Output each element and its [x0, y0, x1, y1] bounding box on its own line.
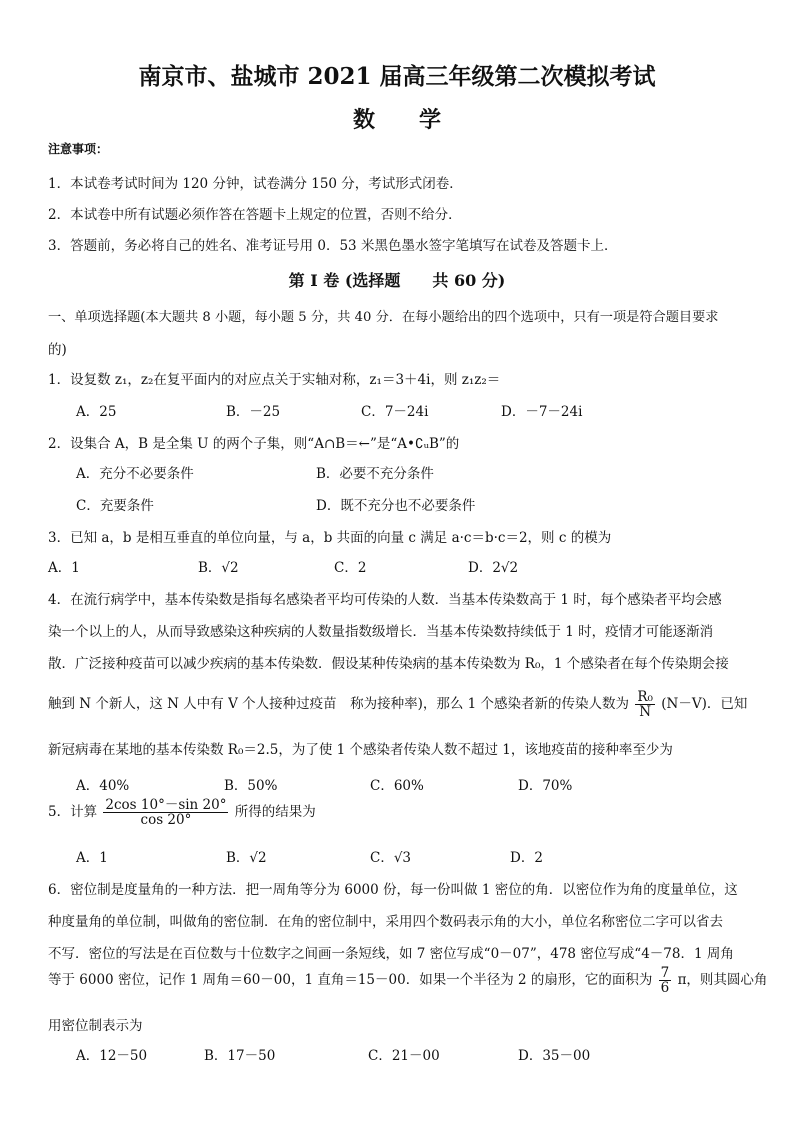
- question-1-stem: 1．设复数 z₁，z₂在复平面内的对应点关于实轴对称，z₁＝3＋4i，则 z₁z₂＝: [48, 372, 501, 388]
- notice-item: 2．本试卷中所有试题必须作答在答题卡上规定的位置，否则不给分．: [48, 207, 462, 223]
- question-6-option-c: C．21－00: [368, 1048, 440, 1064]
- question-3-option-c: C．2: [334, 560, 367, 576]
- question-2-option-a: A．充分不必要条件: [76, 466, 194, 482]
- question-5-stem: [48, 798, 316, 827]
- question-1-option-a: A．25: [76, 404, 117, 420]
- question-5-option-d: D．2: [510, 850, 543, 866]
- section-intro: 一、单项选择题(本大题共 8 小题，每小题 5 分，共 40 分．在每小题给出的四个选项中，只有一项是符合题目要求: [48, 310, 719, 325]
- fraction-denominator: cos 20°: [140, 812, 192, 829]
- question-4-line-text: (N－V)．已知: [661, 696, 748, 713]
- fraction-denominator: N: [639, 704, 652, 721]
- question-4-option-c: C．60%: [370, 778, 424, 794]
- question-5-text: 5．计算: [48, 804, 98, 821]
- fraction: [103, 798, 228, 827]
- question-4-option-b: B．50%: [224, 778, 278, 794]
- section-intro-cont: 的): [48, 342, 67, 358]
- question-4-line: 散．广泛接种疫苗可以减少疾病的基本传染数．假设某种传染病的基本传染数为 R₀，1 个感染者在每个传染期会接: [48, 656, 729, 672]
- question-4-line-text: 触到 N 个新人，这 N 人中有 V 个人接种过疫苗 称为接种率)，那么 1 个感染者新的传染人数为: [48, 696, 630, 713]
- question-3-option-b: B．√2: [198, 560, 239, 576]
- exam-subject: 数学: [352, 107, 485, 133]
- question-4-option-d: D．70%: [518, 778, 573, 794]
- question-5-option-c: C．√3: [370, 850, 412, 866]
- fraction: [635, 690, 655, 719]
- question-6-line: 不写．密位的写法是在百位数与十位数字之间画一条短线，如 7 密位写成“0－07”，478 密位写成“4－78．1 周角: [48, 946, 734, 962]
- fraction-numerator: 2cos 10°－sin 20°: [105, 797, 227, 813]
- question-6-option-a: A．12－50: [76, 1048, 148, 1064]
- question-1-option-c: C．7－24i: [361, 404, 429, 420]
- question-6-text: π，则其圆心角: [677, 972, 768, 989]
- question-2-option-d: D．既不充分也不必要条件: [316, 498, 476, 514]
- question-5-option-b: B．√2: [226, 850, 267, 866]
- fraction-numerator: R₀: [637, 689, 653, 705]
- question-6-line: 种度量角的单位制，叫做角的密位制．在角的密位制中，采用四个数码表示角的大小，单位名称密位二字可以省去: [48, 914, 723, 930]
- question-6-text: 等于 6000 密位，记作 1 周角＝60－00，1 直角＝15－00．如果一个半径为 2 的扇形，它的面积为: [48, 972, 653, 989]
- fraction-denominator: 6: [660, 980, 670, 997]
- question-6-line: [48, 966, 767, 995]
- question-4-line: 染一个以上的人，从而导致感染这种疾病的人数量指数级增长．当基本传染数持续低于 1 时，疫情才可能逐渐消: [48, 624, 714, 640]
- question-2-option-c: C．充要条件: [76, 498, 154, 514]
- question-5-option-a: A．1: [76, 850, 108, 866]
- question-3-stem: 3．已知 a，b 是相互垂直的单位向量，与 a，b 共面的向量 c 满足 a·c＝b·c＝2，则 c 的模为: [48, 530, 612, 546]
- question-6-option-b: B．17－50: [204, 1048, 276, 1064]
- question-1-option-b: B．－25: [226, 404, 281, 420]
- question-6-option-d: D．35－00: [518, 1048, 591, 1064]
- question-3-option-d: D．2√2: [468, 560, 519, 576]
- question-4-line: 4．在流行病学中，基本传染数是指每名感染者平均可传染的人数．当基本传染数高于 1 时，每个感染者平均会感: [48, 592, 722, 608]
- fraction: [659, 966, 672, 995]
- question-4-line: 新冠病毒在某地的基本传染数 R₀＝2.5，为了使 1 个感染者传染人数不超过 1，该地疫苗的接种率至少为: [48, 742, 673, 758]
- question-6-line: 6．密位制是度量角的一种方法．把一周角等分为 6000 份，每一份叫做 1 密位的角．以密位作为角的度量单位，这: [48, 882, 738, 898]
- question-4-option-a: A．40%: [76, 778, 130, 794]
- notice-item: 3．答题前，务必将自己的姓名、准考证号用 0．53 米黑色墨水签字笔填写在试卷及答题卡上．: [48, 238, 618, 254]
- question-2-option-b: B．必要不充分条件: [316, 466, 434, 482]
- section-title: 第 I 卷 (选择题 共 60 分): [288, 271, 506, 290]
- question-1-option-d: D．－7－24i: [501, 404, 583, 420]
- question-4-line: [48, 690, 747, 719]
- notice-item: 1．本试卷考试时间为 120 分钟，试卷满分 150 分，考试形式闭卷．: [48, 176, 463, 192]
- question-5-text: 所得的结果为: [234, 804, 316, 821]
- question-2-stem: 2．设集合 A，B 是全集 U 的两个子集，则“A∩B＝←”是“A•∁ᵤB”的: [48, 436, 460, 452]
- question-3-option-a: A．1: [48, 560, 80, 576]
- fraction-numerator: 7: [660, 965, 670, 981]
- exam-title: 南京市、盐城市 2021 届高三年级第二次模拟考试: [138, 63, 656, 90]
- question-6-line: 用密位制表示为: [48, 1018, 143, 1034]
- notice-heading: 注意事项：: [48, 142, 109, 156]
